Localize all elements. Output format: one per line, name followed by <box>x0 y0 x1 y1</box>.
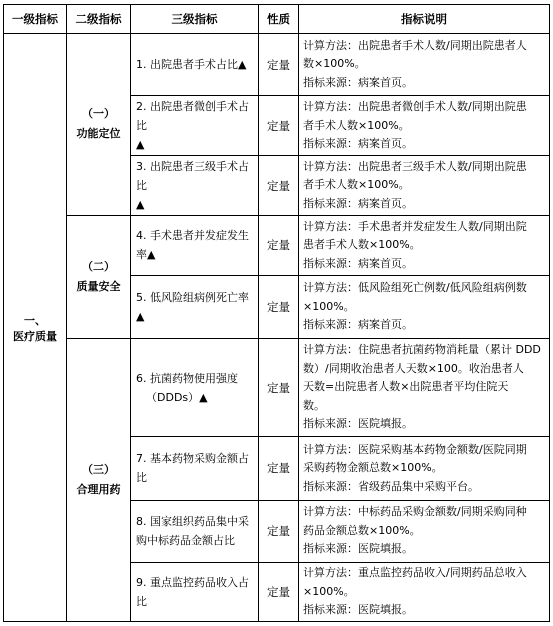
level1-cell <box>4 34 67 622</box>
description-cell: 计算方法：出院患者微创手术人数/同期出院患 者手术人数×100%。 指标来源：病案首页。 <box>299 96 550 156</box>
description-cell: 计算方法：低风险组死亡例数/低风险组病例数 ×100%。 指标来源：病案首页。 <box>299 275 550 338</box>
description-cell: 计算方法：中标药品采购金额数/同期采购同种 药品金额总数×100%。 指标来源：医院填报。 <box>299 500 550 562</box>
header-level1: 一级指标 <box>4 5 67 34</box>
nature-cell: 定量 <box>259 96 299 156</box>
description-cell: 计算方法：手术患者并发症发生人数/同期出院 患者手术人数×100%。 指标来源：病案首页。 <box>299 215 550 275</box>
group-name: 质量安全 <box>76 279 121 293</box>
table-row <box>4 34 550 96</box>
table-row <box>4 215 550 275</box>
source-line: 指标来源：省级药品集中采购平台。 <box>303 479 479 493</box>
description-cell: 计算方法：出院患者三级手术人数/同期出院患 者手术人数×100%。 指标来源：病案首页。 <box>299 156 550 215</box>
group-number: （三） <box>82 463 115 477</box>
indicator-name: 6. 抗菌药物使用强度 （DDDs）▲ <box>131 339 259 437</box>
nature-cell: 定量 <box>259 500 299 562</box>
header-row <box>4 5 550 34</box>
nature-cell: 定量 <box>259 275 299 338</box>
source-line: 指标来源：病案首页。 <box>303 318 413 332</box>
source-line: 指标来源：病案首页。 <box>303 256 413 270</box>
source-line: 指标来源：医院填报。 <box>303 603 413 617</box>
table-row <box>4 339 550 437</box>
source-line: 指标来源：病案首页。 <box>303 75 413 89</box>
indicator-name: 9. 重点监控药品收入占 比 <box>131 562 259 621</box>
group-name: 合理用药 <box>76 483 121 497</box>
group-cell <box>67 34 131 216</box>
group-number: （一） <box>82 107 115 121</box>
indicator-name: 1. 出院患者手术占比▲ <box>131 34 259 96</box>
source-line: 指标来源：病案首页。 <box>303 137 413 151</box>
source-line: 指标来源：病案首页。 <box>303 196 413 210</box>
nature-cell: 定量 <box>259 562 299 621</box>
indicator-name: 5. 低风险组病例死亡率 ▲ <box>131 275 259 338</box>
group-number: （二） <box>82 259 115 273</box>
header-level2: 二级指标 <box>67 5 131 34</box>
indicator-name: 3. 出院患者三级手术占比 ▲ <box>131 156 259 215</box>
nature-cell: 定量 <box>259 339 299 437</box>
indicator-name: 8. 国家组织药品集中采 购中标药品金额占比 <box>131 500 259 562</box>
description-cell: 计算方法：医院采购基本药物金额数/医院同期 采购药物金额总数×100%。 指标来源：省级药品集中采购平台。 <box>299 437 550 500</box>
nature-cell: 定量 <box>259 34 299 96</box>
level1-number: 一、 <box>24 313 46 327</box>
group-cell <box>67 339 131 622</box>
nature-cell: 定量 <box>259 156 299 215</box>
header-nature: 性质 <box>259 5 299 34</box>
indicator-table <box>3 4 550 622</box>
header-description: 指标说明 <box>299 5 550 34</box>
indicator-name: 4. 手术患者并发症发生 率▲ <box>131 215 259 275</box>
nature-cell: 定量 <box>259 437 299 500</box>
group-cell <box>67 215 131 338</box>
description-cell: 计算方法：住院患者抗菌药物消耗量（累计 DDD 数）/同期收治患者人天数×100。收治患者人 天数=出院患者人数×出院患者平均住院天 数。 指标来源：医院填报。 <box>299 339 550 437</box>
source-line: 指标来源：医院填报。 <box>303 542 413 556</box>
source-line: 指标来源：医院填报。 <box>303 417 413 431</box>
group-name: 功能定位 <box>76 127 121 141</box>
description-cell: 计算方法：重点监控药品收入/同期药品总收入 ×100%。 指标来源：医院填报。 <box>299 562 550 621</box>
level1-name: 医疗质量 <box>13 329 57 343</box>
indicator-name: 2. 出院患者微创手术占比 ▲ <box>131 96 259 156</box>
nature-cell: 定量 <box>259 215 299 275</box>
description-cell: 计算方法：出院患者手术人数/同期出院患者人 数×100%。 指标来源：病案首页。 <box>299 34 550 96</box>
indicator-name: 7. 基本药物采购金额占 比 <box>131 437 259 500</box>
header-level3: 三级指标 <box>131 5 259 34</box>
